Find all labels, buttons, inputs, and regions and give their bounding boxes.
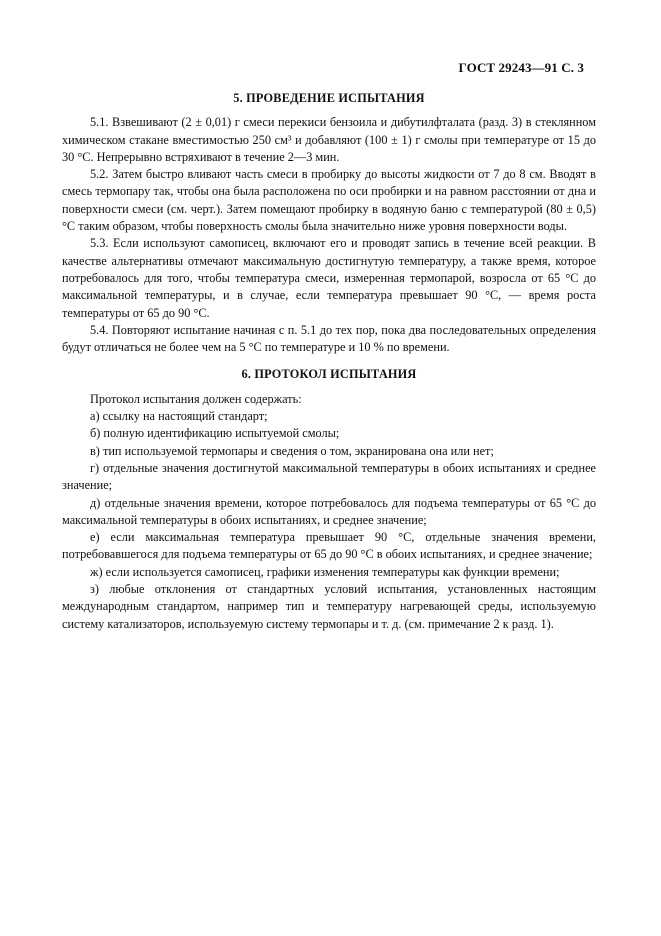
page-content — [62, 90, 596, 633]
list-item-g: г) отдельные значения достигнутой максимальной температуры в обоих испытаниях и среднее значение; — [62, 460, 596, 493]
list-item-d: д) отдельные значения времени, которое потребовалось для подъема температуры от 65 °С до максимальной температуры в обоих испытаниях, и среднее значение; — [62, 495, 596, 527]
running-header: ГОСТ 29243—91 С. 3 — [458, 60, 584, 75]
section-5 — [62, 90, 596, 356]
paragraph-5-3: 5.3. Если используют самописец, включают его и проводят запись в течение всей реакции. В качестве альтернативы отмечают максимальную достигнутую температуру, а также время, которое потребовалось для того, чтобы температура смеси, измеренная термопарой, возросла от 65 °С до максимальной температуры, и в случае, если температура превышает 90 °С, — время роста температуры от 65 до 90 °С. — [62, 236, 596, 320]
section-5-title: 5. ПРОВЕДЕНИЕ ИСПЫТАНИЯ — [233, 91, 425, 105]
paragraph-5-1: 5.1. Взвешивают (2 ± 0,01) г смеси перекиси бензоила и дибутилфталата (разд. 3) в стеклянном химическом стакане вместимостью 250 см³ и добавляют (100 ± 1) г смолы при температуре от 15 до 30 °С. Непрерывно встряхивают в течение 2—3 мин. — [62, 115, 596, 164]
paragraph-5-4: 5.4. Повторяют испытание начиная с п. 5.1 до тех пор, пока два последовательных определения будут отличаться не более чем на 5 °С по температуре и 10 % по времени. — [62, 322, 596, 355]
section-6-intro: Протокол испытания должен содержать: — [90, 391, 302, 406]
list-item-a: а) ссылку на настоящий стандарт; — [90, 409, 268, 424]
paragraph-5-2: 5.2. Затем быстро вливают часть смеси в пробирку до высоты жидкости от 7 до 8 см. Вводят в смесь термопару так, чтобы она была расположена по оси пробирки и на равном расстоянии от дна и поверхности смеси (см. черт.). Затем помещают пробирку в водяную баню с температурой (80 ± 0,5) °С таким образом, чтобы поверхность смолы была значительно ниже уровня поверхности воды. — [62, 167, 596, 234]
section-6-title: 6. ПРОТОКОЛ ИСПЫТАНИЯ — [241, 367, 417, 382]
list-item-v: в) тип используемой термопары и сведения о том, экранирована она или нет; — [90, 443, 494, 458]
list-item-zh: ж) если используется самописец, графики изменения температуры как функции времени; — [90, 564, 560, 579]
list-item-e: е) если максимальная температура превышает 90 °С, отдельные значения времени, потребовавшегося для подъема температуры от 65 до 90 °С в обоих испытаниях, и среднее значение; — [62, 530, 596, 562]
list-item-z: з) любые отклонения от стандартных условий испытания, установленных настоящим международным стандартом, например тип и температуру нагревающей среды, используемую систему катализаторов, используемую систему термопары и т. д. (см. примечание 2 к разд. 1). — [62, 582, 596, 631]
section-6 — [62, 366, 596, 632]
list-item-b: б) полную идентификацию испытуемой смолы; — [90, 426, 340, 441]
